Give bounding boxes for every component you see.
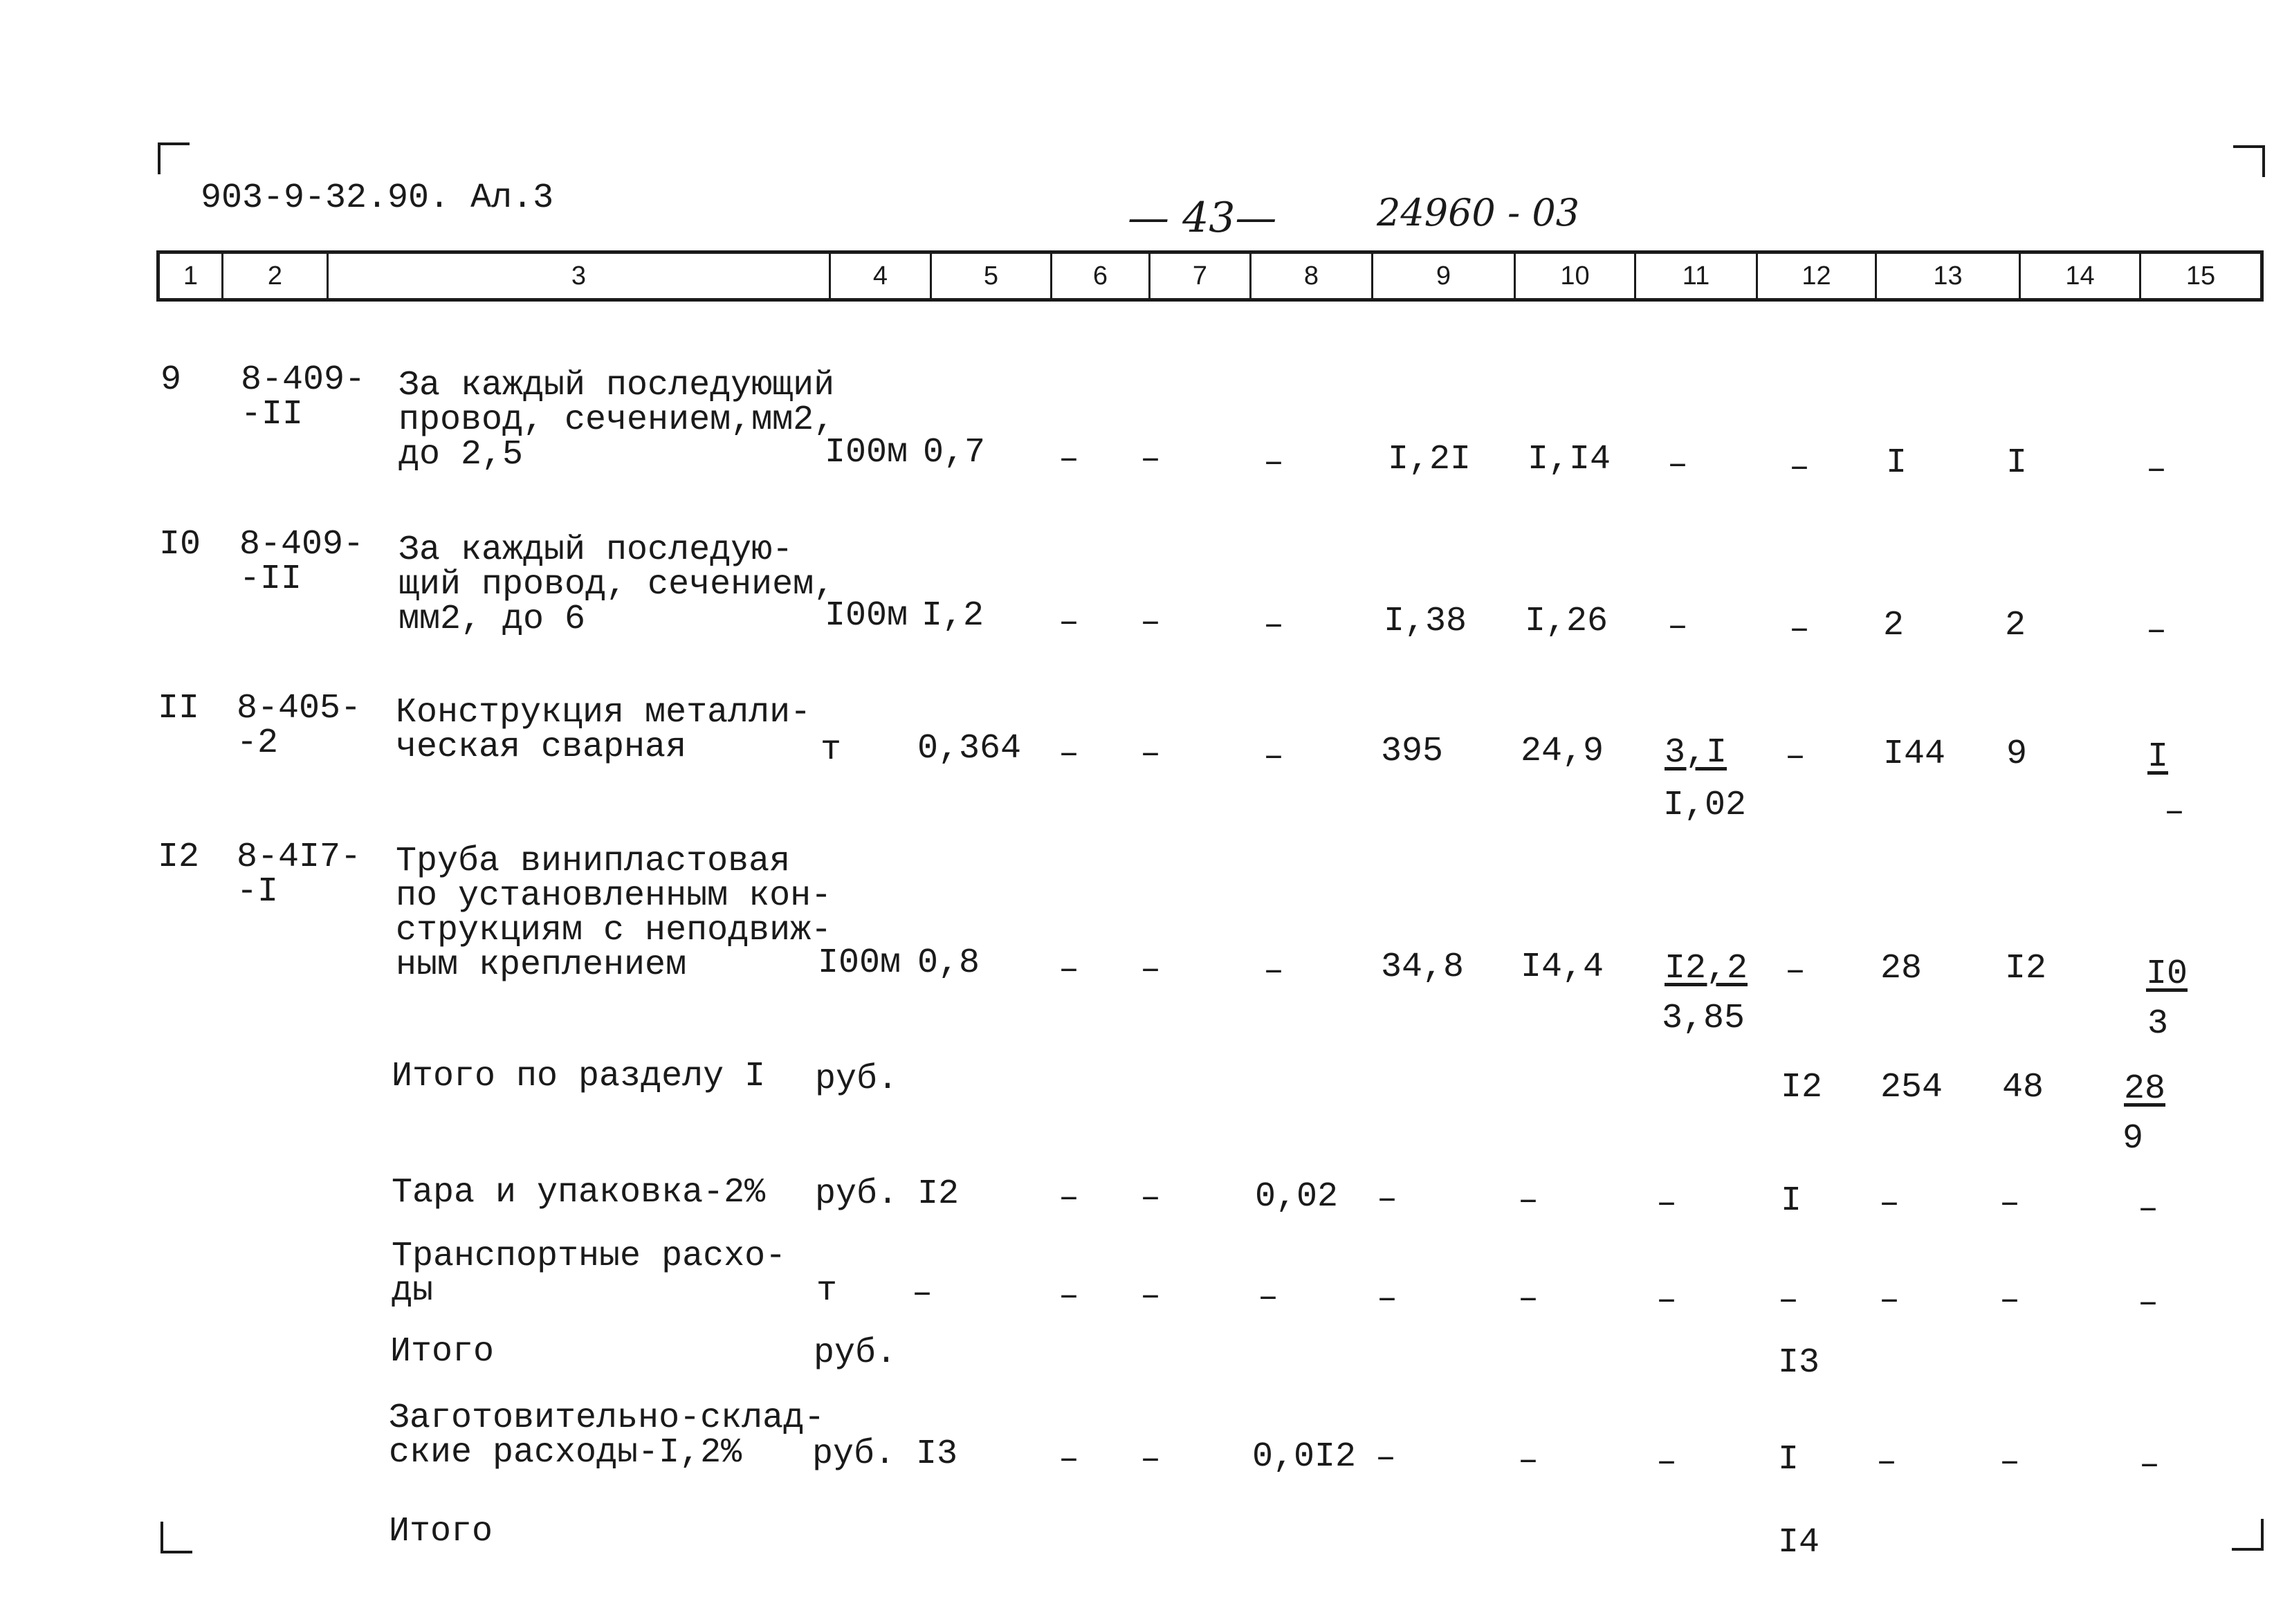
row-number: 9 [161,360,182,400]
cell-col13: – [1879,1184,1900,1224]
cell-col15: 28 [2124,1069,2166,1109]
cell-col6: – [1058,1440,1080,1479]
document-stamp-number: 24960 - 03 [1377,191,1580,234]
cell-col5: I2 [917,1174,960,1214]
cell-col13: 254 [1880,1068,1943,1107]
col-header-3: 3 [329,254,831,298]
cell-col14: – [1999,1184,2021,1224]
col-header-8: 8 [1252,254,1373,298]
row-number: II [158,689,200,728]
cell-col6: – [1058,735,1080,774]
cell-col7: – [1140,440,1162,479]
cell-col9: – [1375,1439,1397,1478]
cell-col15: I [2147,737,2169,777]
column-header-row [156,250,2264,302]
cell-col15: – [2146,450,2167,490]
corner-mark-top-right [2233,145,2265,177]
cell-col7: – [1140,1440,1162,1479]
cell-col13: I [1886,443,1907,483]
cell-col8: – [1263,952,1285,991]
cell-col10: – [1518,1181,1539,1221]
col-header-2: 2 [223,254,329,298]
cell-col11: – [1656,1443,1678,1482]
row-description: Тара и упаковка-2% [392,1173,766,1212]
cell-col14: I [2006,443,2028,483]
cell-col12: I2 [1781,1068,1823,1107]
row-unit: т [816,1271,838,1311]
cell-col6: – [1058,1277,1080,1316]
col-header-7: 7 [1150,254,1252,298]
col-header-11: 11 [1636,254,1758,298]
cell-col7: – [1140,735,1162,774]
cell-col6: – [1058,603,1080,643]
col-header-4: 4 [831,254,932,298]
row-unit: I00м [818,943,901,983]
cell-col12: – [1785,737,1806,777]
cell-col5: 0,7 [923,433,986,472]
page-number: — 43— [1128,194,1277,242]
row-code: 8-405- -2 [237,689,362,763]
row-description: За каждый последующий провод, сечением,мм2, до 2,5 [398,366,835,474]
cell-col12: – [1789,610,1810,649]
row-code: 8-409- -II [239,525,365,599]
col-header-15: 15 [2185,261,2216,290]
cell-col15: – [2138,1190,2159,1229]
cell-col14: – [1999,1281,2021,1320]
row-unit: руб. [812,1434,896,1474]
cell-col15: – [2146,611,2167,651]
cell-col12: I [1778,1440,1799,1479]
row-unit: I00м [825,596,908,636]
row-unit: т [820,730,842,770]
cell-col14: I2 [2005,949,2047,988]
cell-col13: I44 [1883,735,1946,774]
row-unit: руб. [815,1174,899,1214]
row-description: Итого [390,1332,495,1372]
col-header-9: 9 [1373,254,1516,298]
cell-col9: – [1377,1280,1398,1319]
cell-col14: 2 [2005,606,2026,645]
corner-mark-bottom-left [161,1522,192,1553]
col-header-13: 13 [1877,254,2021,298]
cell-col7: – [1140,950,1162,990]
cell-col12: – [1785,952,1806,991]
corner-mark-top-left [158,142,190,174]
cell-col15-sub: – [2164,793,2185,832]
row-description: Итого по разделу I [392,1057,766,1096]
cell-col6: – [1058,440,1080,479]
cell-col11: – [1667,445,1689,485]
row-unit: руб. [815,1060,899,1099]
cell-col10: 24,9 [1521,732,1604,771]
cell-col8: 0,02 [1255,1177,1339,1217]
cell-col12: – [1789,448,1810,488]
cell-col8: 0,0I2 [1252,1437,1357,1477]
cell-col8: – [1258,1278,1279,1318]
cell-col5: – [912,1274,933,1313]
cell-col7: – [1140,603,1162,643]
cell-col13: – [1879,1281,1900,1320]
cell-col12: I [1781,1181,1802,1221]
cell-col15-sub: 3 [2147,1004,2169,1044]
cell-col5: 0,364 [917,729,1022,768]
cell-col10: I,I4 [1528,440,1611,479]
cell-col11-sub: 3,85 [1662,999,1745,1038]
cell-col11: – [1656,1281,1678,1320]
col-header-6: 6 [1052,254,1150,298]
row-code: 8-4I7- -I [237,838,362,912]
cell-col15-sub: 9 [2123,1119,2144,1159]
cell-col8: – [1263,737,1285,777]
cell-col13: – [1876,1443,1898,1482]
row-description: Конструкция металли- ческая сварная [396,693,812,767]
row-description: За каждый последую- щий провод, сечением, мм2, до 6 [398,530,835,639]
col-header-12: 12 [1758,254,1877,298]
cell-col9: – [1377,1180,1398,1219]
cell-col5: I,2 [922,596,984,636]
cell-col14: – [1999,1443,2021,1482]
row-code: 8-409- -II [241,360,366,434]
row-description: Труба винипластовая по установленным кон- струкциям с неподвиж- ным креплением [396,842,832,985]
cell-col11: – [1667,607,1689,647]
col-header-14: 14 [2021,254,2141,298]
row-number: I0 [159,525,201,564]
cell-col7: – [1140,1277,1162,1316]
cell-col14: 48 [2002,1068,2044,1107]
row-number: I2 [158,838,200,877]
cell-col10: I4,4 [1521,948,1604,987]
cell-col15: – [2139,1446,2161,1485]
row-unit: I00м [825,433,908,472]
cell-col15: – [2138,1284,2159,1323]
cell-col12: – [1778,1281,1799,1320]
cell-col11: – [1656,1184,1678,1224]
col-header-5: 5 [932,254,1052,298]
col-header-10: 10 [1516,254,1636,298]
cell-col6: – [1058,1179,1080,1218]
cell-col11: I2,2 [1665,949,1748,988]
cell-col9: I,38 [1384,602,1467,641]
cell-col10: – [1518,1441,1539,1481]
cell-col9: I,2I [1388,440,1472,479]
row-description: Итого [389,1512,493,1551]
cell-col9: 395 [1381,732,1444,771]
corner-mark-bottom-right [2232,1519,2264,1551]
cell-col5: 0,8 [917,943,980,983]
cell-col11: 3,I [1665,733,1727,773]
cell-col12: I4 [1778,1523,1820,1562]
cell-col9: 34,8 [1381,948,1465,987]
cell-col10: – [1518,1280,1539,1319]
cell-col15: I0 [2146,954,2188,994]
document-code: 903-9-32.90. Ал.3 [201,178,554,218]
cell-col6: – [1058,950,1080,990]
cell-col13: 2 [1883,606,1905,645]
cell-col8: – [1263,443,1285,483]
cell-col7: – [1140,1179,1162,1218]
row-unit: руб. [814,1334,897,1373]
cell-col11-sub: I,02 [1663,786,1747,825]
cell-col5: I3 [916,1434,958,1474]
col-header-1: 1 [160,254,223,298]
cell-col12: I3 [1778,1343,1820,1383]
row-description: Заготовительно-склад- ские расходы-I,2% [389,1399,825,1473]
cell-col10: I,26 [1525,602,1608,641]
row-description: Транспортные расхо- ды [392,1237,787,1311]
cell-col14: 9 [2006,735,2028,774]
cell-col8: – [1263,606,1285,645]
cell-col13: 28 [1880,949,1923,988]
